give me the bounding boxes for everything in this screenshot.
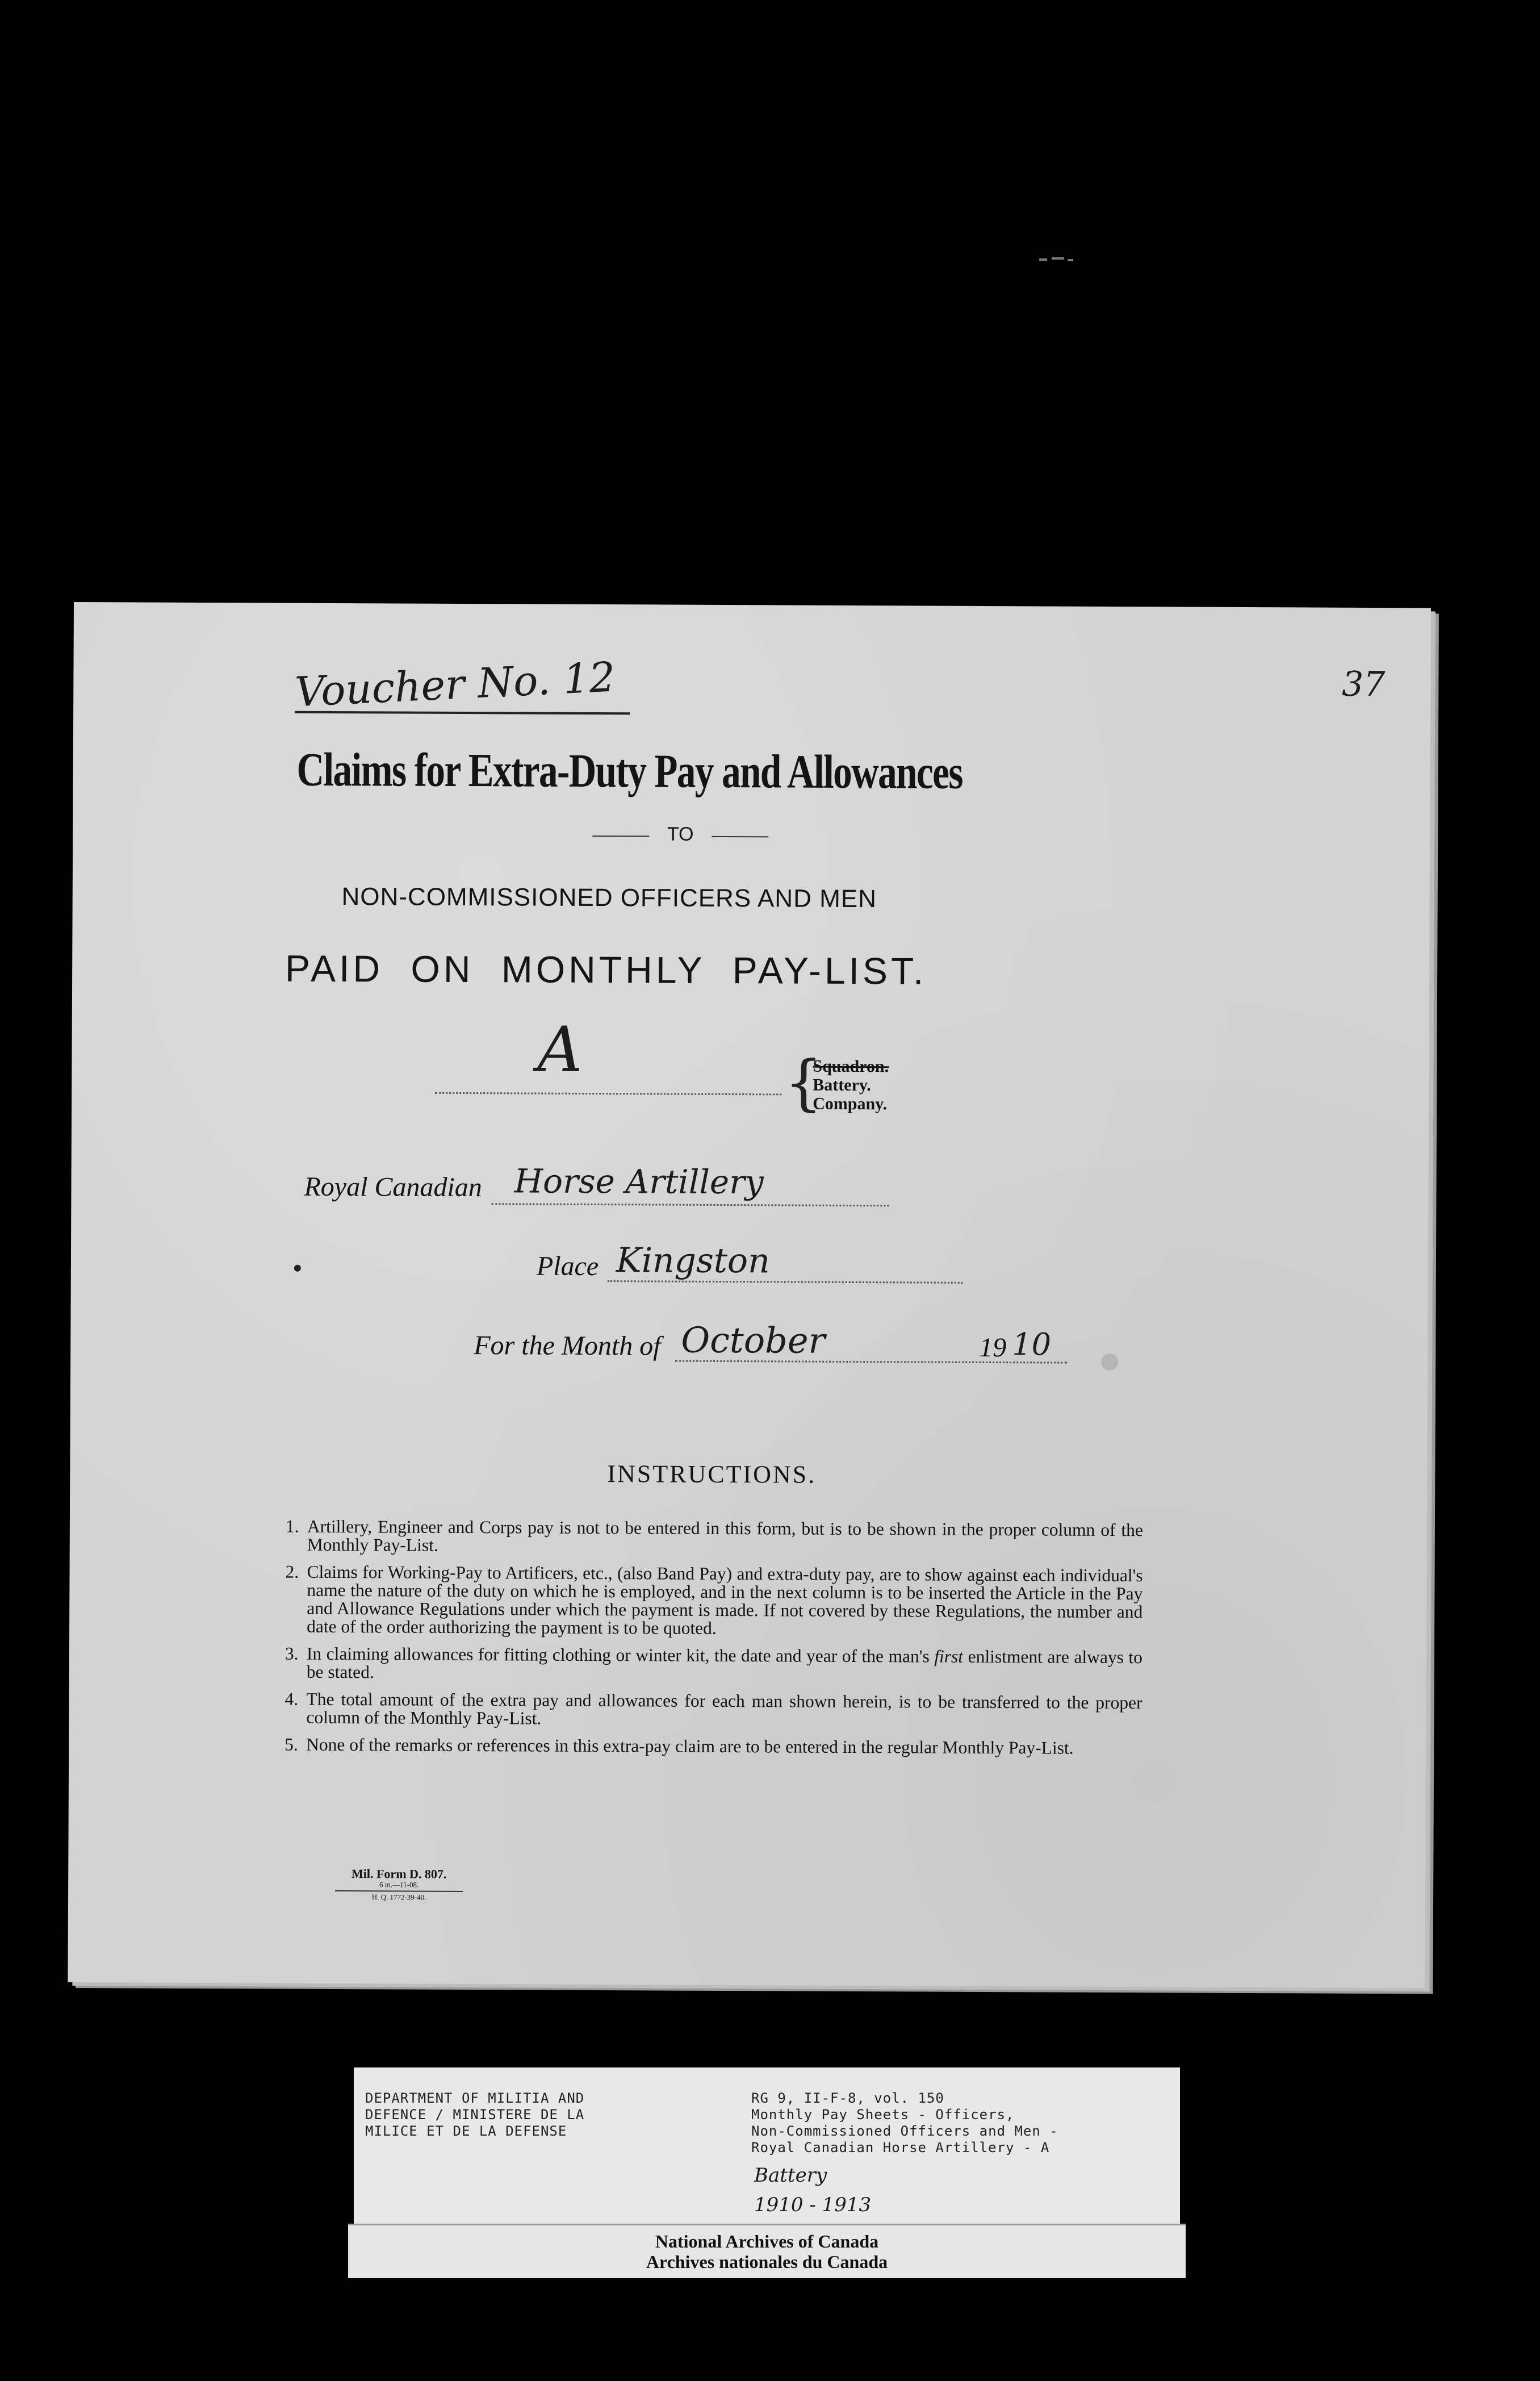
mil-form-rule (335, 1891, 463, 1893)
instruction-number: 2. (285, 1561, 299, 1582)
instructions-list (284, 1518, 1143, 1767)
instruction-text: Claims for Working-Pay to Artificers, etc., (also Band Pay) and extra-duty pay, are to show against each individual's name the nature of the duty on which he is employed, and in the next column is to be inserted the Article in the Pay and Allowance Regulations under which the payment is made. If not covered by these Regulations, the number and date of the order authorizing the payment is to be quoted. (307, 1561, 1143, 1638)
instruction-text-after: enlistment are always to be stated. (306, 1646, 1143, 1682)
paper-smudge (1101, 1354, 1118, 1371)
voucher-handwriting: Voucher No. 12 (294, 653, 617, 716)
scan-speck (1039, 258, 1047, 261)
paid-on-heading: PAID ON MONTHLY PAY-LIST. (284, 947, 927, 992)
instruction-text: None of the remarks or references in this extra-pay claim are to be entered in the regular Monthly Pay-List. (306, 1734, 1074, 1758)
instruction-text-emphasis: first (934, 1646, 964, 1666)
unit-type-squadron: Squadron. (813, 1056, 889, 1076)
mil-form-hq-ref: H. Q. 1772-39-40. (371, 1893, 426, 1902)
instruction-item (285, 1645, 1143, 1685)
archive-name-english: National Archives of Canada (655, 2231, 879, 2251)
year-handwriting: 10 (1012, 1326, 1052, 1363)
unit-letter-handwriting: A (537, 1013, 583, 1086)
instruction-text: Artillery, Engineer and Corps pay is not to be entered in this form, but is to be shown in the proper column of the Monthly Pay-List. (307, 1516, 1143, 1555)
unit-type-list (813, 1057, 889, 1114)
ink-mark (294, 1265, 301, 1272)
corps-label: Royal Canadian (304, 1171, 482, 1203)
instruction-number: 3. (284, 1643, 299, 1664)
form-subtitle: NON-COMMISSIONED OFFICERS AND MEN (341, 883, 877, 913)
place-field-line (608, 1280, 962, 1284)
place-handwriting: Kingston (616, 1240, 770, 1281)
to-separator: TO (592, 823, 768, 846)
scan-speck (1068, 259, 1073, 261)
card-handwriting-battery: Battery (754, 2164, 827, 2187)
instruction-item (286, 1518, 1143, 1558)
card-handwriting-years: 1910 - 1913 (754, 2194, 872, 2216)
instruction-number: 5. (284, 1734, 298, 1755)
voucher-underline (295, 711, 630, 715)
mil-form-print-run: 6 m.—11-08. (379, 1880, 419, 1889)
instructions-heading: INSTRUCTIONS. (607, 1460, 817, 1489)
year-prefix: 19 (979, 1332, 1007, 1363)
unit-field-line (435, 1092, 781, 1096)
department-text: DEPARTMENT OF MILITIA AND DEFENCE / MINISTERE DE LA MILICE ET DE LA DEFENSE (365, 2090, 585, 2139)
corps-field-line (491, 1203, 889, 1206)
archive-name-french: Archives nationales du Canada (646, 2251, 888, 2272)
instruction-item (284, 1736, 1142, 1758)
unit-type-company: Company. (813, 1094, 888, 1114)
month-handwriting: October (681, 1319, 826, 1361)
scan-speck (1052, 257, 1064, 260)
month-label: For the Month of (474, 1330, 661, 1361)
claims-form-sheet (68, 602, 1431, 1988)
unit-brace: { (784, 1047, 823, 1118)
instruction-item (285, 1563, 1143, 1640)
page-number: 37 (1341, 664, 1386, 705)
archive-catalog-card (354, 2067, 1180, 2232)
military-form-number (335, 1867, 463, 1902)
archive-banner (348, 2224, 1186, 2278)
corps-handwriting: Horse Artillery (514, 1162, 764, 1202)
instruction-text-before: In claiming allowances for fitting clothing or winter kit, the date and year of the man's (306, 1643, 930, 1666)
mil-form-code: Mil. Form D. 807. (351, 1866, 447, 1881)
form-title: Claims for Extra-Duty Pay and Allowances (296, 743, 963, 799)
instruction-text (307, 1645, 1143, 1685)
place-label: Place (536, 1251, 599, 1282)
instruction-number: 4. (284, 1689, 299, 1709)
record-reference-text: RG 9, II-F-8, vol. 150 Monthly Pay Sheets - Officers, Non-Commissioned Officers and Men - Royal Canadian Horse Artillery - A (751, 2090, 1058, 2156)
instruction-number: 1. (285, 1516, 299, 1536)
unit-type-battery: Battery. (813, 1075, 871, 1095)
instruction-text: The total amount of the extra pay and allowances for each man shown herein, is to be transferred to the proper column of the Monthly Pay-List. (306, 1689, 1143, 1728)
instruction-item (284, 1690, 1142, 1731)
